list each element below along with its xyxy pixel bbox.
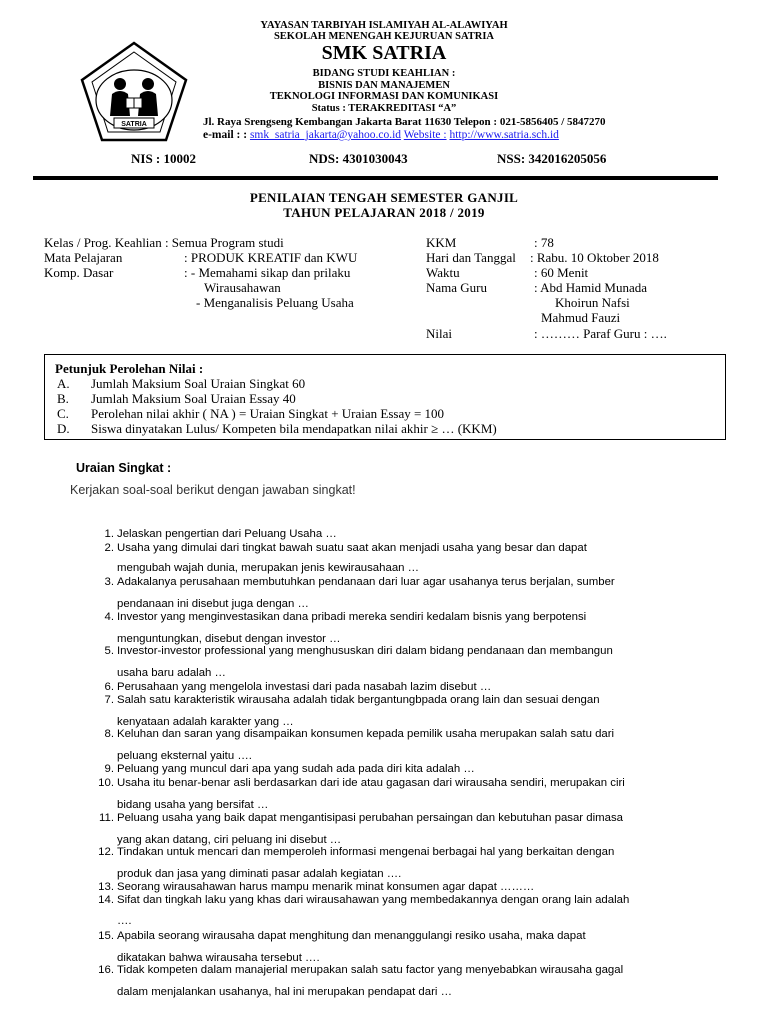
question-text: peluang eksternal yaitu …. <box>117 750 252 762</box>
petunjuk-letter: B. <box>57 391 69 406</box>
question-text: pendanaan ini disebut juga dengan … <box>117 598 309 610</box>
petunjuk-letter: A. <box>57 376 70 391</box>
petunjuk-item: Siswa dinyatakan Lulus/ Kompeten bila mendapatkan nilai akhir ≥ … (KKM) <box>91 421 497 436</box>
question-text: dikatakan bahwa wirausaha tersebut …. <box>117 952 320 964</box>
question-number: 14. <box>98 894 114 906</box>
question-text: bidang usaha yang bersifat … <box>117 799 269 811</box>
question-text: Usaha yang dimulai dari tingkat bawah suatu saat akan menjadi usaha yang besar dan dapat <box>117 542 587 554</box>
question-text: Investor-investor professional yang menghususkan diri dalam bidang pendanaan dan membangun <box>117 645 613 657</box>
question-number: 4. <box>104 611 114 623</box>
question-number: 6. <box>104 681 114 693</box>
foundation-name: YAYASAN TARBIYAH ISLAMIYAH AL-ALAWIYAH <box>260 20 508 31</box>
petunjuk-item: Perolehan nilai akhir ( NA ) = Uraian Singkat + Uraian Essay = 100 <box>91 406 445 421</box>
question-text: Sifat dan tingkah laku yang khas dari wirausahawan yang membedakannya dengan orang lain adalah <box>117 894 630 906</box>
exam-year: TAHUN PELAJARAN 2018 / 2019 <box>283 205 485 220</box>
question-number: 13. <box>98 881 114 893</box>
nilai-label: Nilai <box>426 326 452 341</box>
guru-2: Khoirun Nafsi <box>555 295 630 310</box>
nds: NDS: 4301030043 <box>309 151 408 166</box>
website-link[interactable]: http://www.satria.sch.id <box>449 129 559 141</box>
waktu-label: Waktu <box>426 265 460 280</box>
nilai-value: : ……… Paraf Guru : …. <box>534 326 667 341</box>
question-number: 12. <box>98 846 114 858</box>
accreditation-status: Status : TERAKREDITASI “A” <box>311 103 457 114</box>
waktu-value: : 60 Menit <box>534 265 589 280</box>
school-address: Jl. Raya Srengseng Kembangan Jakarta Barat 11630 Telepon : 021-5856405 / 5847270 <box>203 116 606 128</box>
question-text: …. <box>117 915 132 927</box>
email-link[interactable]: smk_satria_jakarta@yahoo.co.id <box>249 129 402 141</box>
mapel-label: Mata Pelajaran <box>44 250 123 265</box>
question-number: 16. <box>98 964 114 976</box>
school-name: SMK SATRIA <box>321 42 447 64</box>
question-text: Investor yang menginvestasikan dana pribadi mereka sendiri kedalam bisnis yang berpotensi <box>117 611 587 623</box>
website-label[interactable]: Website : <box>403 129 447 141</box>
petunjuk-box <box>44 354 726 440</box>
kkm-label: KKM <box>426 235 457 250</box>
petunjuk-letter: D. <box>57 421 70 436</box>
kd-item-1: : - Memahami sikap dan prilaku <box>184 265 351 280</box>
question-number: 2. <box>104 542 114 554</box>
question-text: Seorang wirausahawan harus mampu menarik minat konsumen agar dapat ……… <box>117 881 535 893</box>
question-number: 8. <box>104 728 114 740</box>
petunjuk-letter: C. <box>57 406 69 421</box>
question-number: 9. <box>104 763 114 775</box>
nss: NSS: 342016205056 <box>497 151 607 166</box>
question-text: Jelaskan pengertian dari Peluang Usaha … <box>117 528 337 540</box>
kd-label: Komp. Dasar <box>44 265 114 280</box>
field-2: TEKNOLOGI INFORMASI DAN KOMUNIKASI <box>269 91 499 102</box>
question-text: mengubah wajah dunia, merupakan jenis kewirausahaan … <box>117 562 420 574</box>
mapel-value: : PRODUK KREATIF dan KWU <box>184 250 358 265</box>
question-number: 1. <box>104 528 114 540</box>
contact-line <box>203 129 559 141</box>
email-label: e-mail : : <box>203 129 248 141</box>
petunjuk-item: Jumlah Maksium Soal Uraian Essay 40 <box>91 391 296 406</box>
question-text: Tidak kompeten dalam manajerial merupakan salah satu factor yang menyebabkan wirausaha gagal <box>117 964 624 976</box>
question-text: Apabila seorang wirausaha dapat menghitung dan menanggulangi resiko usaha, maka dapat <box>117 930 586 942</box>
guru-label: Nama Guru <box>426 280 488 295</box>
field-1: BISNIS DAN MANAJEMEN <box>318 80 450 91</box>
section-title: Uraian Singkat : <box>76 461 172 475</box>
question-text: Peluang usaha yang baik dapat mengantisipasi perubahan persaingan dan kebutuhan pasar dimasa <box>117 812 623 824</box>
guru-3: Mahmud Fauzi <box>541 310 621 325</box>
guru-1: : Abd Hamid Munada <box>534 280 648 295</box>
school-type: SEKOLAH MENENGAH KEJURUAN SATRIA <box>273 31 495 42</box>
petunjuk-item: Jumlah Maksium Soal Uraian Singkat 60 <box>91 376 306 391</box>
question-number: 5. <box>104 645 114 657</box>
exam-title: PENILAIAN TENGAH SEMESTER GANJIL <box>249 190 519 205</box>
hari-value: : Rabu. 10 Oktober 2018 <box>530 250 659 265</box>
question-text: usaha baru adalah … <box>117 667 226 679</box>
question-number: 11. <box>99 812 114 824</box>
question-text: Usaha itu benar-benar asli berdasarkan dari ide atau gagasan dari wirausaha sendiri, merupakan ciri <box>117 777 625 789</box>
header-divider <box>33 176 718 180</box>
question-text: menguntungkan, disebut dengan investor … <box>117 633 341 645</box>
question-text: Adakalanya perusahaan membutuhkan pendanaan dari luar agar usahanya terus berjalan, sumber <box>117 576 615 588</box>
field-label: BIDANG STUDI KEAHLIAN : <box>312 68 456 79</box>
nis: NIS : 10002 <box>131 151 197 166</box>
question-text: Keluhan dan saran yang disampaikan konsumen kepada pemilik usaha merupakan salah satu dari <box>117 728 615 740</box>
kd-item-2: - Menganalisis Peluang Usaha <box>196 295 354 310</box>
question-text: Salah satu karakteristik wirausaha adalah tidak bergantungbpada orang lain dan sesuai dengan <box>117 694 600 706</box>
petunjuk-title: Petunjuk Perolehan Nilai : <box>55 361 204 376</box>
kd-item-1b: Wirausahawan <box>204 280 281 295</box>
kelas-line: Kelas / Prog. Keahlian : Semua Program studi <box>44 235 284 250</box>
svg-text:SATRIA: SATRIA <box>121 121 147 128</box>
question-number: 3. <box>104 576 114 588</box>
question-text: dalam menjalankan usahanya, hal ini merupakan pendapat dari … <box>117 986 452 998</box>
question-text: Tindakan untuk mencari dan memperoleh informasi mengenai berbagai hal yang berkaitan dengan <box>117 846 615 858</box>
question-text: kenyataan adalah karakter yang … <box>117 716 294 728</box>
section-instruction: Kerjakan soal-soal berikut dengan jawaban singkat! <box>70 483 356 497</box>
question-text: Perusahaan yang mengelola investasi dari pada nasabah lazim disebut … <box>117 681 492 693</box>
question-text: produk dan jasa yang diminati pasar adalah kegiatan …. <box>117 868 402 880</box>
question-text: yang akan datang, ciri peluang ini disebut … <box>117 834 342 846</box>
hari-label: Hari dan Tanggal <box>426 250 516 265</box>
kkm-value: : 78 <box>534 235 554 250</box>
question-number: 7. <box>104 694 114 706</box>
question-text: Peluang yang muncul dari apa yang sudah ada pada diri kita adalah … <box>117 763 475 775</box>
question-number: 10. <box>98 777 114 789</box>
question-number: 15. <box>98 930 114 942</box>
